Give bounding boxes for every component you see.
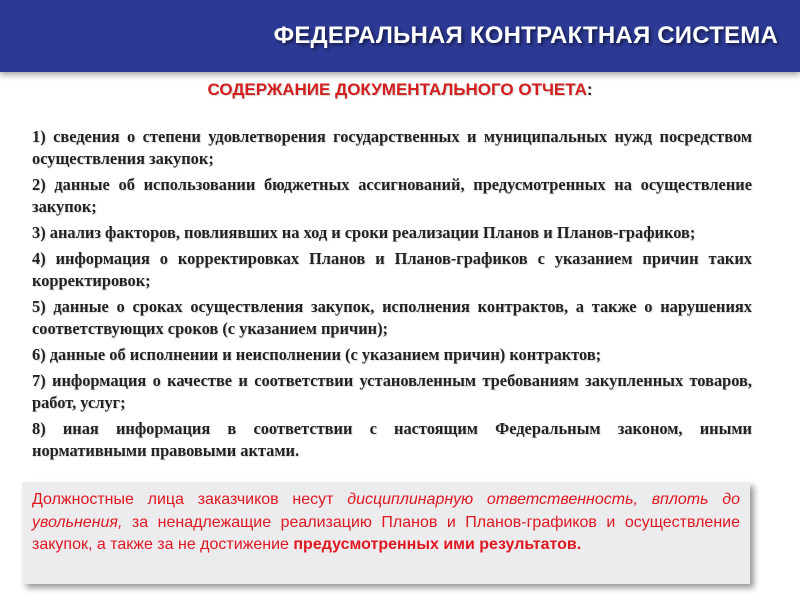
subtitle-text: СОДЕРЖАНИЕ ДОКУМЕНТАЛЬНОГО ОТЧЕТА: [207, 80, 587, 99]
list-item: 5) данные о сроках осуществления закупок, исполнения контрактов, а также о нарушениях соответствующих сроков (с указанием причин);: [32, 297, 752, 338]
notice-emphasis: дисциплинарную ответственность, вплоть до увольнения,: [32, 491, 740, 531]
responsibility-notice: [22, 482, 750, 584]
header-banner: [0, 0, 800, 72]
list-item: 6) данные об исполнении и неисполнении (с указанием причин) контрактов;: [32, 345, 602, 364]
list-item: 1) сведения о степени удовлетворения государственных и муниципальных нужд посредством осуществления закупок;: [32, 127, 752, 168]
list-item: 8) иная информация в соответствии с настоящим Федеральным законом, иными нормативными правовыми актами.: [32, 419, 752, 460]
notice-text-2: за ненадлежащие реализацию Планов и Планов-графиков и осуществление закупок, а также за не достижение: [32, 513, 740, 553]
list-item: 2) данные об использовании бюджетных ассигнований, предусмотренных на осуществление закупок;: [32, 175, 752, 216]
list-item: 7) информация о качестве и соответствии установленным требованиям закупленных товаров, работ, услуг;: [32, 371, 752, 412]
notice-text-1: Должностные лица заказчиков несут: [32, 491, 348, 508]
list-item: 3) анализ факторов, повлиявших на ход и сроки реализации Планов и Планов-графиков;: [32, 223, 696, 242]
subtitle-colon: :: [586, 80, 593, 99]
list-item: 4) информация о корректировках Планов и Планов-графиков с указанием причин таких корректировок;: [32, 249, 752, 290]
section-subtitle: [0, 80, 800, 100]
report-contents-list: [32, 126, 752, 466]
page-title: ФЕДЕРАЛЬНАЯ КОНТРАКТНАЯ СИСТЕМА: [273, 22, 778, 49]
notice-text-3: предусмотренных ими результатов.: [293, 536, 582, 553]
